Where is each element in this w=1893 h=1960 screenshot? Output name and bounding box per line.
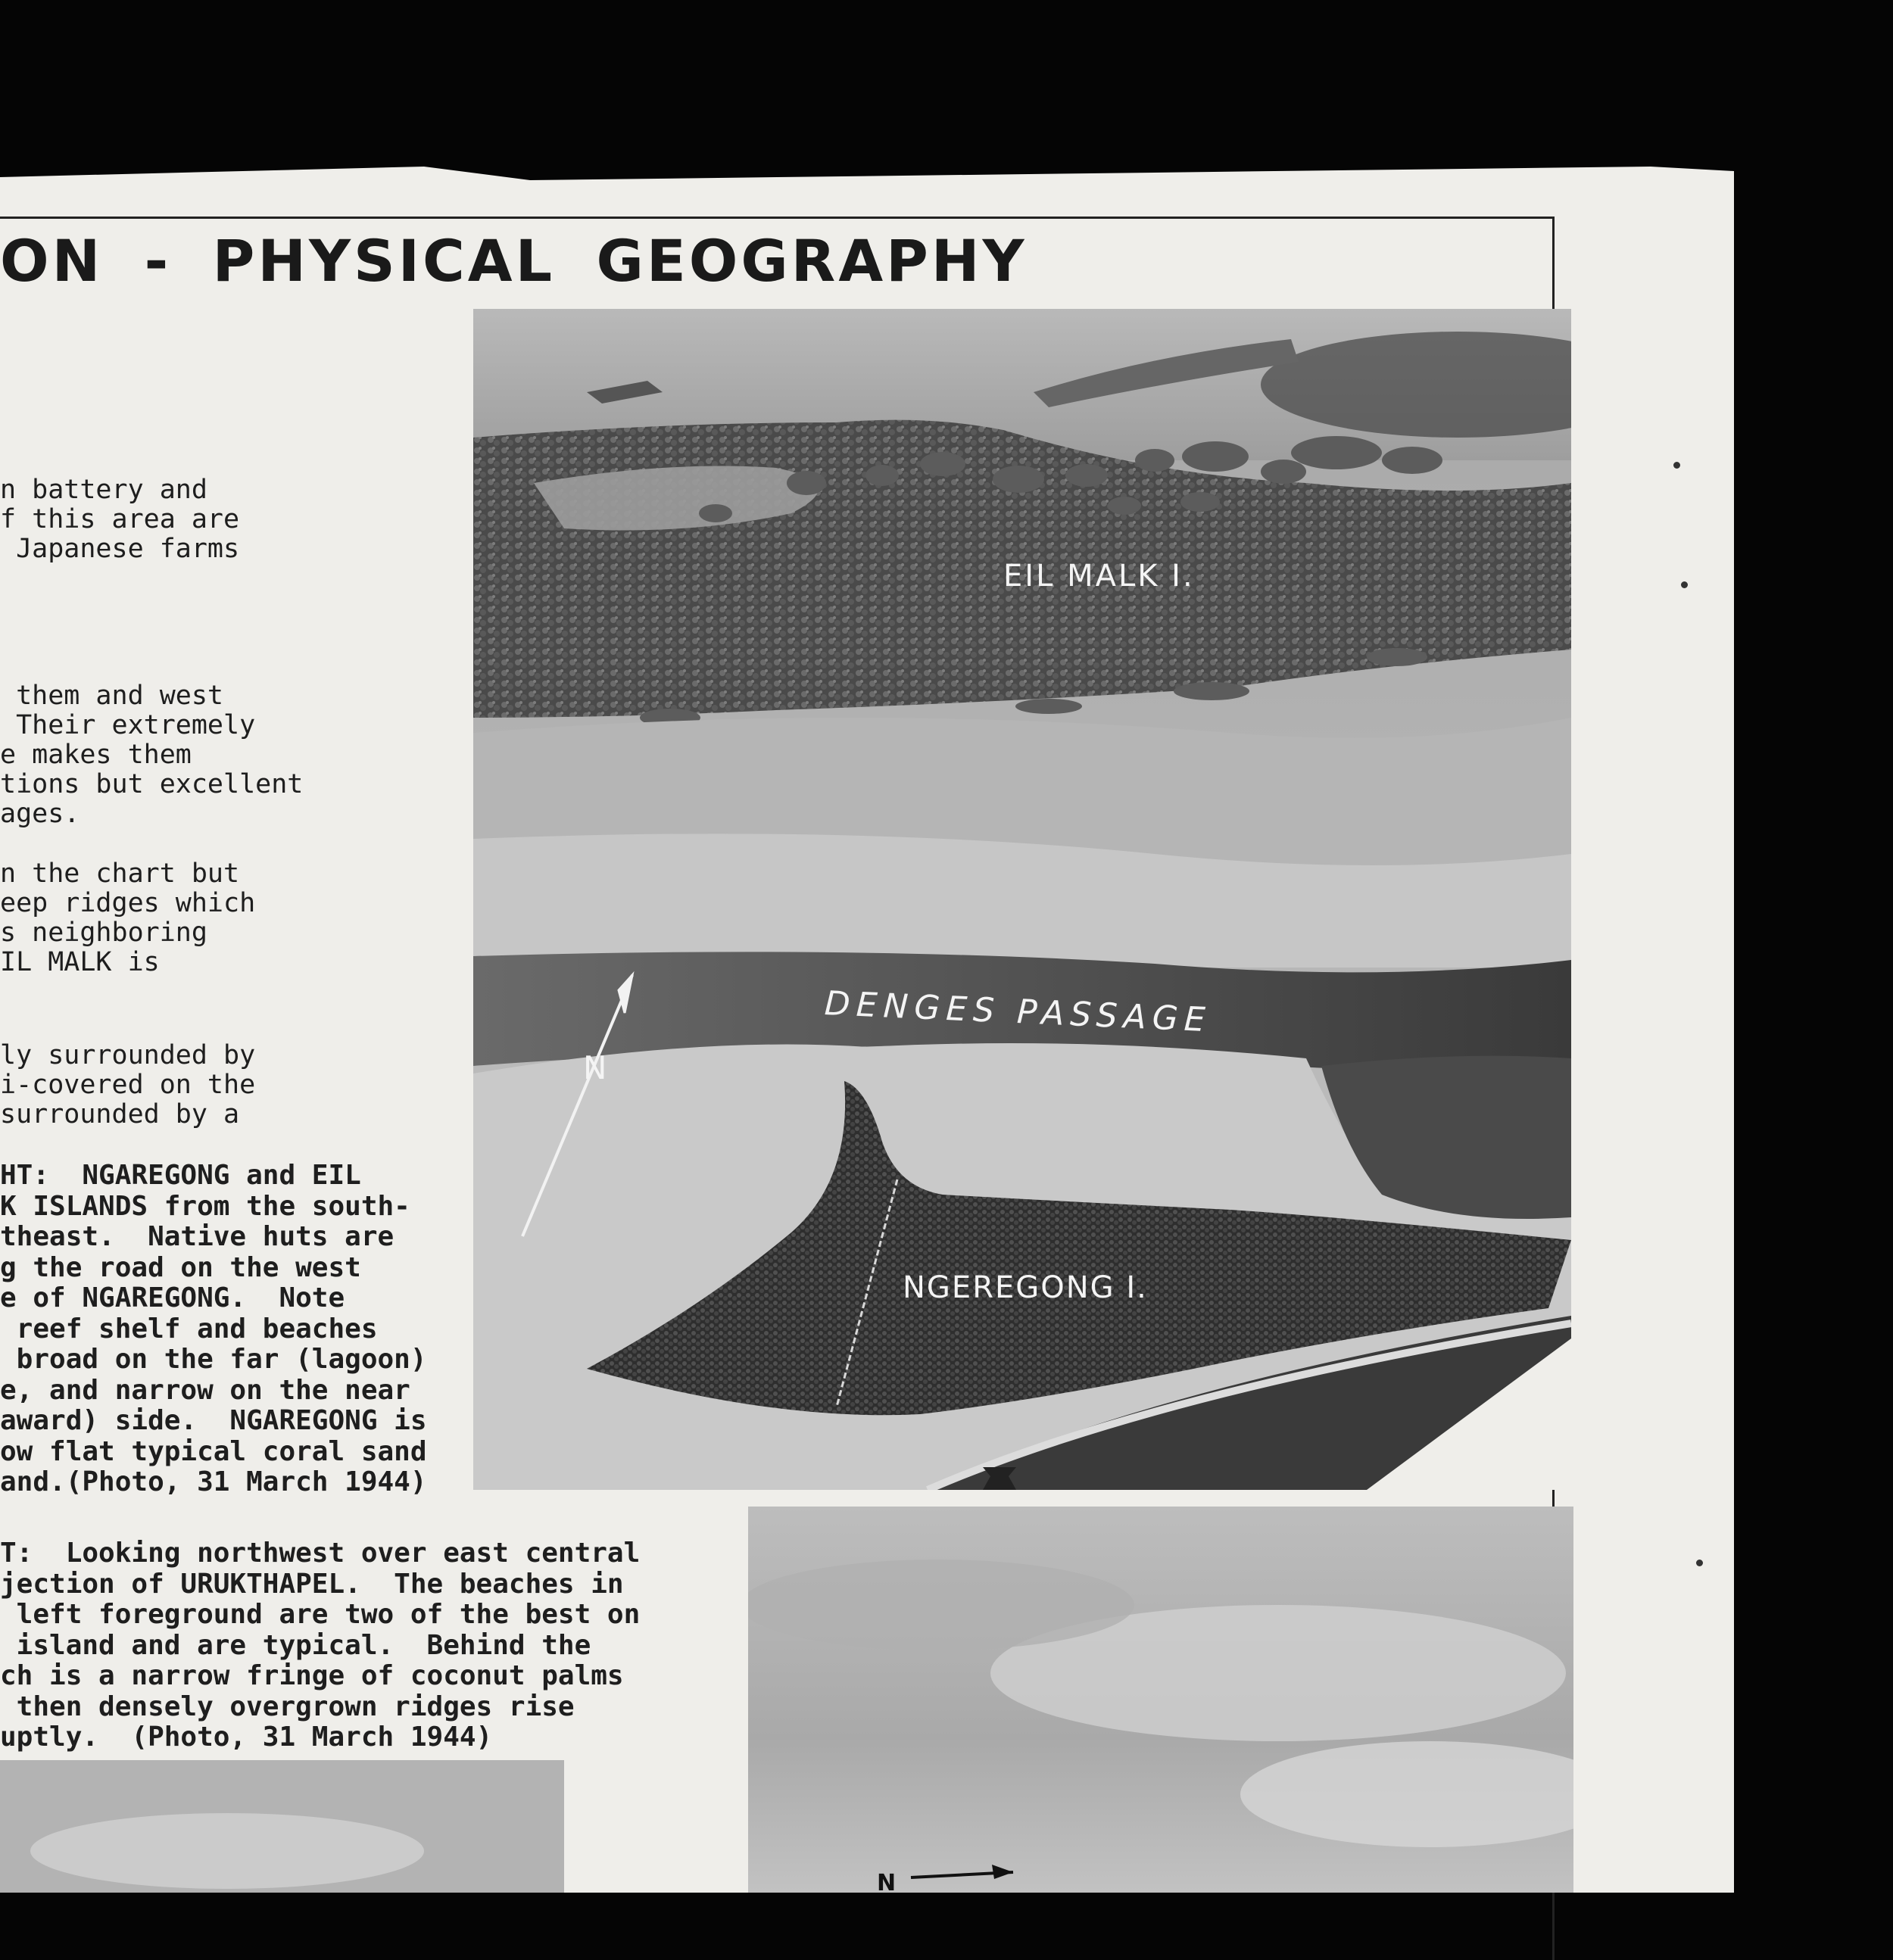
text-line: left foreground are two of the best on — [0, 1599, 641, 1630]
caption-left-photo — [0, 1538, 640, 1753]
register-mark — [983, 1467, 1016, 1490]
text-line: Their extremely — [0, 710, 256, 740]
aerial-photo-ngaregong-eil-malk — [473, 309, 1571, 1490]
text-line: T: Looking northwest over east central — [0, 1538, 641, 1569]
label-eil-malk: EIL MALK I. — [1003, 559, 1195, 594]
aerial-photo-urukthapel — [748, 1507, 1573, 1893]
page-title: ON - PHYSICAL GEOGRAPHY — [0, 227, 1028, 294]
text-line: broad on the far (lagoon) — [0, 1344, 427, 1375]
text-line: f this area are — [0, 504, 240, 534]
body-paragraph-4 — [0, 1041, 255, 1130]
text-line: HT: NGAREGONG and EIL — [0, 1160, 361, 1191]
label-denges-passage: DENGES PASSAGE — [823, 984, 1212, 1040]
body-paragraph-2 — [0, 681, 303, 829]
text-line: K ISLANDS from the south- — [0, 1190, 410, 1222]
north-label-bottom: N — [877, 1870, 897, 1896]
text-line: island and are typical. Behind the — [0, 1629, 591, 1661]
margin-dot — [1673, 462, 1680, 469]
text-line: reef shelf and beaches — [0, 1313, 378, 1345]
caption-right-photo — [0, 1161, 427, 1498]
margin-dot — [1696, 1560, 1703, 1566]
text-line: award) side. NGAREGONG is — [0, 1405, 427, 1436]
text-line: e makes them — [0, 740, 192, 770]
text-line: eep ridges which — [0, 888, 256, 918]
text-line: i-covered on the — [0, 1070, 256, 1100]
text-line: surrounded by a — [0, 1099, 240, 1130]
text-line: n battery and — [0, 475, 207, 505]
text-line: ch is a narrow fringe of coconut palms — [0, 1660, 624, 1691]
text-line: and.(Photo, 31 March 1944) — [0, 1466, 427, 1497]
text-line: then densely overgrown ridges rise — [0, 1690, 575, 1722]
north-label: N — [583, 1049, 607, 1086]
text-line: e of NGAREGONG. Note — [0, 1282, 345, 1313]
text-line: uptly. (Photo, 31 March 1944) — [0, 1722, 493, 1753]
margin-dot — [1681, 581, 1688, 588]
text-line: theast. Native huts are — [0, 1221, 395, 1252]
text-line: ages. — [0, 799, 80, 829]
text-line: n the chart but — [0, 858, 240, 889]
text-line: jection of URUKTHAPEL. The beaches in — [0, 1568, 624, 1600]
label-ngeregong: NGEREGONG I. — [903, 1270, 1148, 1305]
text-line: IL MALK is — [0, 947, 160, 977]
text-line: tions but excellent — [0, 769, 304, 799]
text-line: ow flat typical coral sand — [0, 1435, 427, 1467]
text-line: ly surrounded by — [0, 1040, 256, 1070]
aerial-photo-bottom-left — [0, 1760, 564, 1893]
body-paragraph-1 — [0, 475, 239, 564]
text-line: Japanese farms — [0, 534, 240, 564]
body-paragraph-3 — [0, 859, 255, 977]
text-line: them and west — [0, 681, 224, 711]
text-line: s neighboring — [0, 918, 207, 948]
text-line: e, and narrow on the near — [0, 1374, 410, 1406]
text-line: g the road on the west — [0, 1251, 361, 1283]
